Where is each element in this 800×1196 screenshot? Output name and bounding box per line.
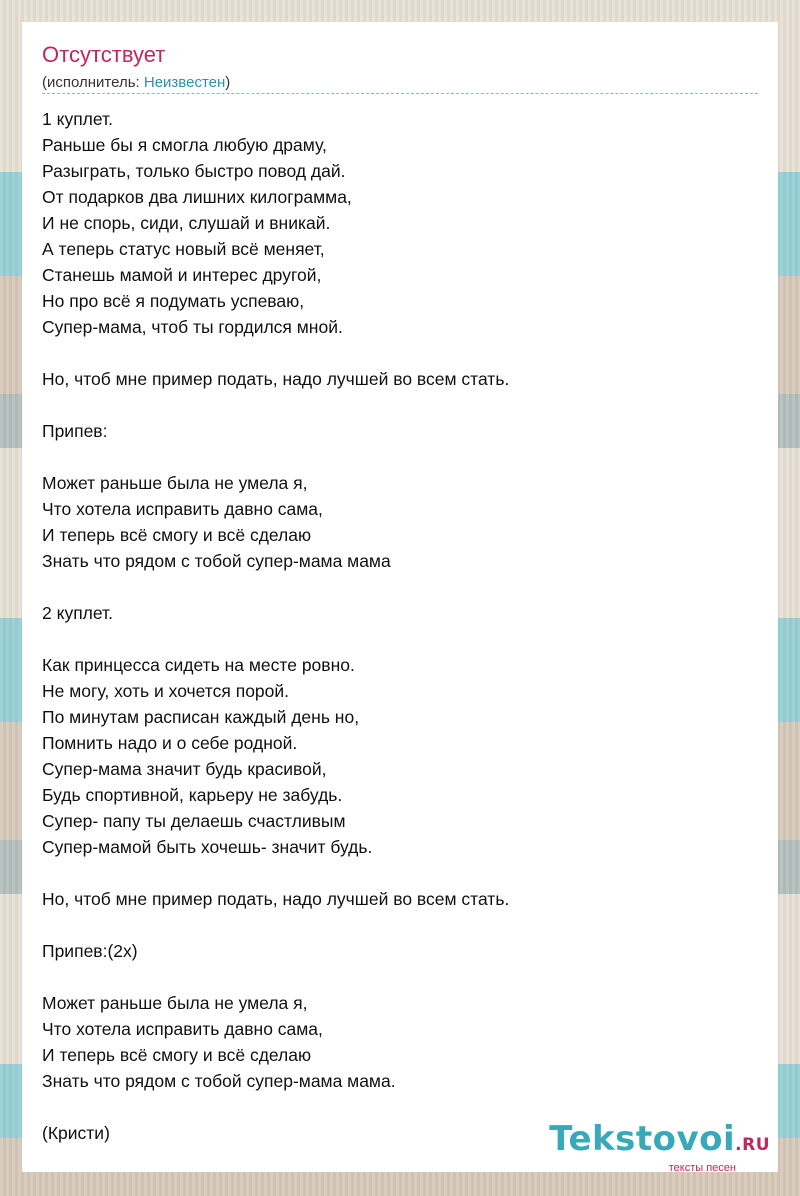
logo-name: Tekstovoi — [549, 1119, 736, 1159]
lyric-line — [42, 340, 762, 366]
site-logo — [549, 1119, 770, 1174]
lyric-line: И не спорь, сиди, слушай и вникай. — [42, 213, 331, 233]
lyric-line — [42, 860, 762, 886]
lyric-line: Как принцесса сидеть на месте ровно. — [42, 655, 355, 675]
lyric-line — [42, 626, 762, 652]
lyric-line: (Кристи) — [42, 1123, 110, 1143]
lyric-line: По минутам расписан каждый день но, — [42, 707, 360, 727]
lyric-line: Знать что рядом с тобой супер-мама мама. — [42, 1071, 396, 1091]
lyric-line: Припев:(2х) — [42, 941, 138, 961]
artist-suffix: ) — [225, 74, 231, 91]
lyric-line: Но, чтоб мне пример подать, надо лучшей во всем стать. — [42, 369, 510, 389]
lyrics-text — [42, 106, 762, 1146]
lyric-line — [42, 444, 762, 470]
lyric-line: Помнить надо и о себе родной. — [42, 733, 298, 753]
lyric-line: Может раньше была не умела я, — [42, 993, 308, 1013]
lyric-line: А теперь статус новый всё меняет, — [42, 239, 325, 259]
lyric-line — [42, 912, 762, 938]
lyric-line: И теперь всё смогу и всё сделаю — [42, 1045, 312, 1065]
lyric-line: Может раньше была не умела я, — [42, 473, 308, 493]
lyric-line: Супер-мама, чтоб ты гордился мной. — [42, 317, 343, 337]
lyric-line: Припев: — [42, 421, 108, 441]
lyric-line: 2 куплет. — [42, 603, 113, 623]
lyric-line: Но, чтоб мне пример подать, надо лучшей во всем стать. — [42, 889, 510, 909]
logo-tagline: тексты песен — [668, 1162, 736, 1174]
lyric-line — [42, 1094, 762, 1120]
lyric-line: Супер-мама значит будь красивой, — [42, 759, 327, 779]
lyric-line: Разыграть, только быстро повод дай. — [42, 161, 346, 181]
dashed-divider — [42, 93, 758, 94]
artist-link[interactable]: Неизвестен — [143, 74, 226, 91]
lyric-line: 1 куплет. — [42, 109, 113, 129]
lyric-line: Супер-мамой быть хочешь- значит будь. — [42, 837, 373, 857]
lyric-line — [42, 964, 762, 990]
lyric-line — [42, 574, 762, 600]
lyric-line: Раньше бы я смогла любую драму, — [42, 135, 327, 155]
lyric-line: Знать что рядом с тобой супер-мама мама — [42, 551, 391, 571]
song-title: Отсутствует — [42, 42, 166, 67]
lyric-line: Что хотела исправить давно сама, — [42, 1019, 323, 1039]
lyric-line — [42, 392, 762, 418]
lyric-line: Не могу, хоть и хочется порой. — [42, 681, 290, 701]
artist-prefix: (исполнитель: — [42, 74, 144, 91]
lyric-line: Что хотела исправить давно сама, — [42, 499, 323, 519]
logo-tld: .RU — [735, 1135, 770, 1155]
artist-line — [42, 74, 230, 91]
lyrics-card — [22, 22, 778, 1172]
lyric-line: От подарков два лишних килограмма, — [42, 187, 352, 207]
lyric-line: Но про всё я подумать успеваю, — [42, 291, 305, 311]
lyric-line: И теперь всё смогу и всё сделаю — [42, 525, 312, 545]
lyric-line: Супер- папу ты делаешь счастливым — [42, 811, 346, 831]
lyric-line: Будь спортивной, карьеру не забудь. — [42, 785, 343, 805]
lyric-line: Станешь мамой и интерес другой, — [42, 265, 322, 285]
